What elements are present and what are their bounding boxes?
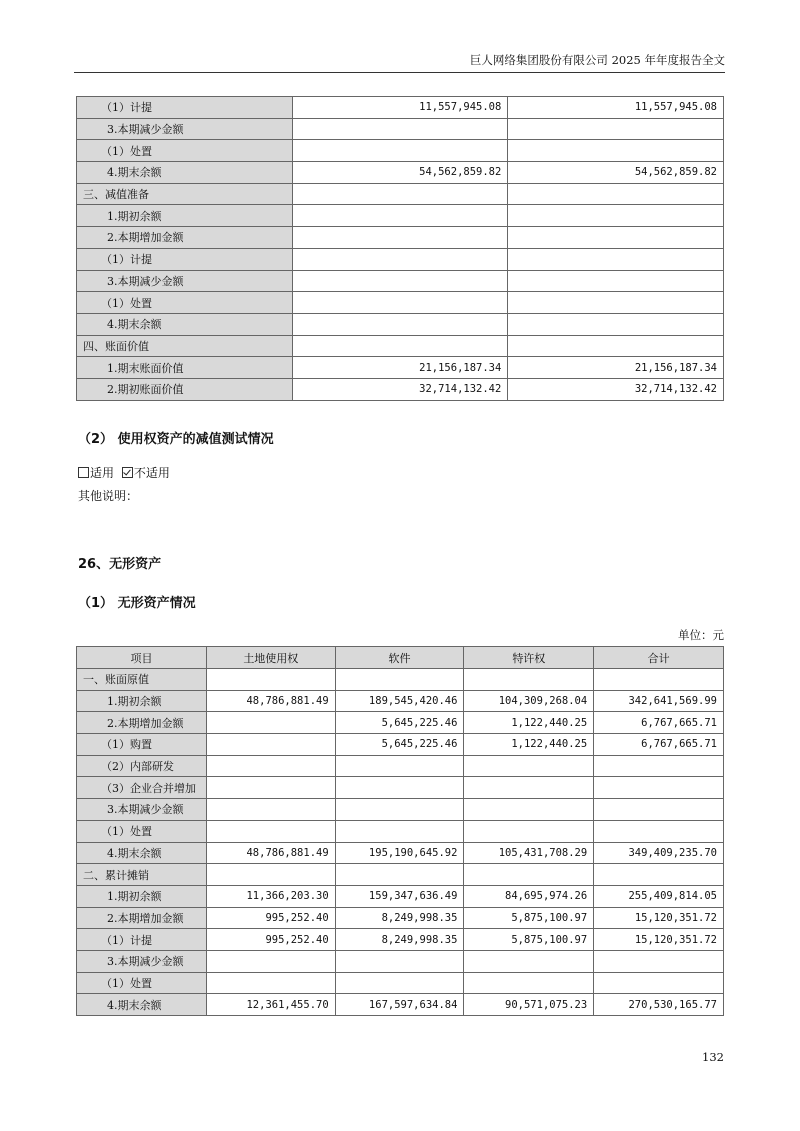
amount-cell <box>335 669 464 691</box>
table-row <box>77 292 724 314</box>
table-row <box>77 313 724 335</box>
option-applicable: 适用 <box>90 466 115 480</box>
amount-cell <box>464 777 594 799</box>
amount-cell <box>206 755 335 777</box>
amount-cell <box>206 777 335 799</box>
table-row <box>77 183 724 205</box>
amount-cell: 54,562,859.82 <box>292 162 508 184</box>
amount-cell <box>508 248 724 270</box>
row-label: 2.期初账面价值 <box>77 378 293 400</box>
checked-box-icon[interactable] <box>122 467 133 478</box>
amount-cell <box>594 864 724 886</box>
amount-cell: 5,645,225.46 <box>335 712 464 734</box>
table-row <box>77 799 724 821</box>
row-label: 3.本期减少金额 <box>77 950 207 972</box>
amount-cell <box>292 140 508 162</box>
amount-cell <box>464 755 594 777</box>
amount-cell: 255,409,814.05 <box>594 885 724 907</box>
section-26-heading: 26、无形资产 <box>78 557 162 572</box>
table-row <box>77 755 724 777</box>
table-row <box>77 205 724 227</box>
row-label: 1.期初余额 <box>77 205 293 227</box>
amount-cell: 48,786,881.49 <box>206 690 335 712</box>
amount-cell: 15,120,351.72 <box>594 929 724 951</box>
row-label: 三、减值准备 <box>77 183 293 205</box>
amount-cell <box>335 755 464 777</box>
amount-cell <box>464 864 594 886</box>
row-label: 3.本期减少金额 <box>77 270 293 292</box>
amount-cell <box>594 777 724 799</box>
table-row <box>77 712 724 734</box>
amount-cell <box>508 227 724 249</box>
column-header: 特许权 <box>464 647 594 669</box>
table-row <box>77 248 724 270</box>
amount-cell <box>508 270 724 292</box>
row-label: （1）处置 <box>77 140 293 162</box>
amount-cell: 270,530,165.77 <box>594 994 724 1016</box>
table-row <box>77 734 724 756</box>
amount-cell: 15,120,351.72 <box>594 907 724 929</box>
amount-cell: 995,252.40 <box>206 929 335 951</box>
amount-cell <box>292 205 508 227</box>
amount-cell <box>292 248 508 270</box>
intangible-assets-subheading: （1） 无形资产情况 <box>78 596 196 611</box>
row-label: （1）计提 <box>77 248 293 270</box>
row-label: 二、累计摊销 <box>77 864 207 886</box>
row-label: （1）购置 <box>77 734 207 756</box>
amount-cell: 5,875,100.97 <box>464 929 594 951</box>
amount-cell: 84,695,974.26 <box>464 885 594 907</box>
column-header: 土地使用权 <box>206 647 335 669</box>
amount-cell <box>464 950 594 972</box>
amount-cell <box>464 972 594 994</box>
amount-cell <box>206 820 335 842</box>
row-label: 3.本期减少金额 <box>77 118 293 140</box>
amount-cell: 342,641,569.99 <box>594 690 724 712</box>
table-row <box>77 270 724 292</box>
report-title: 巨人网络集团股份有限公司 2025 年年度报告全文 <box>469 53 725 67</box>
row-label: 3.本期减少金额 <box>77 799 207 821</box>
table-row <box>77 864 724 886</box>
table-row <box>77 162 724 184</box>
amount-cell: 6,767,665.71 <box>594 712 724 734</box>
table-row <box>77 907 724 929</box>
table-row <box>77 227 724 249</box>
row-label: （1）处置 <box>77 820 207 842</box>
amount-cell <box>594 950 724 972</box>
amount-cell: 195,190,645.92 <box>335 842 464 864</box>
other-notes-label: 其他说明： <box>78 489 139 503</box>
column-header: 合计 <box>594 647 724 669</box>
row-label: 一、账面原值 <box>77 669 207 691</box>
amount-cell <box>594 755 724 777</box>
amount-cell <box>508 183 724 205</box>
table-row <box>77 335 724 357</box>
amount-cell <box>335 799 464 821</box>
amount-cell <box>508 292 724 314</box>
amount-cell: 1,122,440.25 <box>464 712 594 734</box>
amount-cell: 11,557,945.08 <box>508 97 724 119</box>
amount-cell <box>594 972 724 994</box>
amount-cell: 5,875,100.97 <box>464 907 594 929</box>
amount-cell <box>206 712 335 734</box>
amount-cell <box>335 972 464 994</box>
column-header: 项目 <box>77 647 207 669</box>
table-row <box>77 357 724 379</box>
row-label: 2.本期增加金额 <box>77 712 207 734</box>
amount-cell <box>292 227 508 249</box>
amount-cell <box>292 313 508 335</box>
row-label: 1.期末账面价值 <box>77 357 293 379</box>
row-label: 4.期末余额 <box>77 162 293 184</box>
row-label: （3）企业合并增加 <box>77 777 207 799</box>
amount-cell: 11,366,203.30 <box>206 885 335 907</box>
right-of-use-assets-table <box>76 96 724 401</box>
amount-cell: 90,571,075.23 <box>464 994 594 1016</box>
amount-cell <box>206 734 335 756</box>
applicability-options <box>78 464 170 481</box>
page-header <box>74 50 725 73</box>
amount-cell: 54,562,859.82 <box>508 162 724 184</box>
amount-cell <box>206 950 335 972</box>
amount-cell: 8,249,998.35 <box>335 929 464 951</box>
amount-cell <box>464 820 594 842</box>
table-row <box>77 777 724 799</box>
row-label: 2.本期增加金额 <box>77 907 207 929</box>
amount-cell: 6,767,665.71 <box>594 734 724 756</box>
amount-cell: 349,409,235.70 <box>594 842 724 864</box>
amount-cell: 105,431,708.29 <box>464 842 594 864</box>
amount-cell: 48,786,881.49 <box>206 842 335 864</box>
table-row <box>77 378 724 400</box>
amount-cell <box>206 669 335 691</box>
table-row <box>77 885 724 907</box>
row-label: （1）计提 <box>77 97 293 119</box>
amount-cell <box>464 799 594 821</box>
amount-cell: 12,361,455.70 <box>206 994 335 1016</box>
table-row <box>77 972 724 994</box>
amount-cell <box>335 950 464 972</box>
amount-cell: 32,714,132.42 <box>508 378 724 400</box>
amount-cell <box>206 799 335 821</box>
amount-cell <box>508 313 724 335</box>
row-label: 4.期末余额 <box>77 842 207 864</box>
amount-cell: 8,249,998.35 <box>335 907 464 929</box>
amount-cell <box>508 205 724 227</box>
table-row <box>77 994 724 1016</box>
table-row <box>77 118 724 140</box>
amount-cell <box>335 777 464 799</box>
amount-cell <box>292 270 508 292</box>
amount-cell <box>464 669 594 691</box>
amount-cell: 21,156,187.34 <box>508 357 724 379</box>
intangible-assets-table <box>76 646 724 1016</box>
row-label: （1）计提 <box>77 929 207 951</box>
table-row <box>77 97 724 119</box>
table-row <box>77 842 724 864</box>
amount-cell <box>292 335 508 357</box>
page-number: 132 <box>702 1050 724 1064</box>
amount-cell: 21,156,187.34 <box>292 357 508 379</box>
amount-cell <box>292 292 508 314</box>
table-row <box>77 820 724 842</box>
amount-cell <box>508 140 724 162</box>
amount-cell: 159,347,636.49 <box>335 885 464 907</box>
amount-cell <box>206 864 335 886</box>
unit-label: 单位：元 <box>678 628 724 642</box>
row-label: 4.期末余额 <box>77 313 293 335</box>
row-label: 1.期初余额 <box>77 690 207 712</box>
column-header: 软件 <box>335 647 464 669</box>
amount-cell <box>508 335 724 357</box>
amount-cell: 189,545,420.46 <box>335 690 464 712</box>
table-row <box>77 950 724 972</box>
row-label: 四、账面价值 <box>77 335 293 357</box>
row-label: 2.本期增加金额 <box>77 227 293 249</box>
amount-cell <box>335 864 464 886</box>
amount-cell <box>594 820 724 842</box>
table-row <box>77 140 724 162</box>
amount-cell <box>292 118 508 140</box>
amount-cell: 1,122,440.25 <box>464 734 594 756</box>
amount-cell <box>206 972 335 994</box>
amount-cell: 995,252.40 <box>206 907 335 929</box>
table-row <box>77 690 724 712</box>
row-label: 1.期初余额 <box>77 885 207 907</box>
row-label: （1）处置 <box>77 292 293 314</box>
amount-cell: 167,597,634.84 <box>335 994 464 1016</box>
amount-cell <box>594 669 724 691</box>
amount-cell: 5,645,225.46 <box>335 734 464 756</box>
amount-cell <box>508 118 724 140</box>
amount-cell: 104,309,268.04 <box>464 690 594 712</box>
amount-cell <box>292 183 508 205</box>
amount-cell <box>594 799 724 821</box>
unchecked-box-icon[interactable] <box>78 467 89 478</box>
table-row <box>77 669 724 691</box>
row-label: 4.期末余额 <box>77 994 207 1016</box>
amount-cell: 11,557,945.08 <box>292 97 508 119</box>
impairment-test-heading: （2） 使用权资产的减值测试情况 <box>78 432 274 447</box>
row-label: （1）处置 <box>77 972 207 994</box>
table-row <box>77 929 724 951</box>
amount-cell <box>335 820 464 842</box>
amount-cell: 32,714,132.42 <box>292 378 508 400</box>
option-not-applicable: 不适用 <box>133 466 170 480</box>
row-label: （2）内部研发 <box>77 755 207 777</box>
